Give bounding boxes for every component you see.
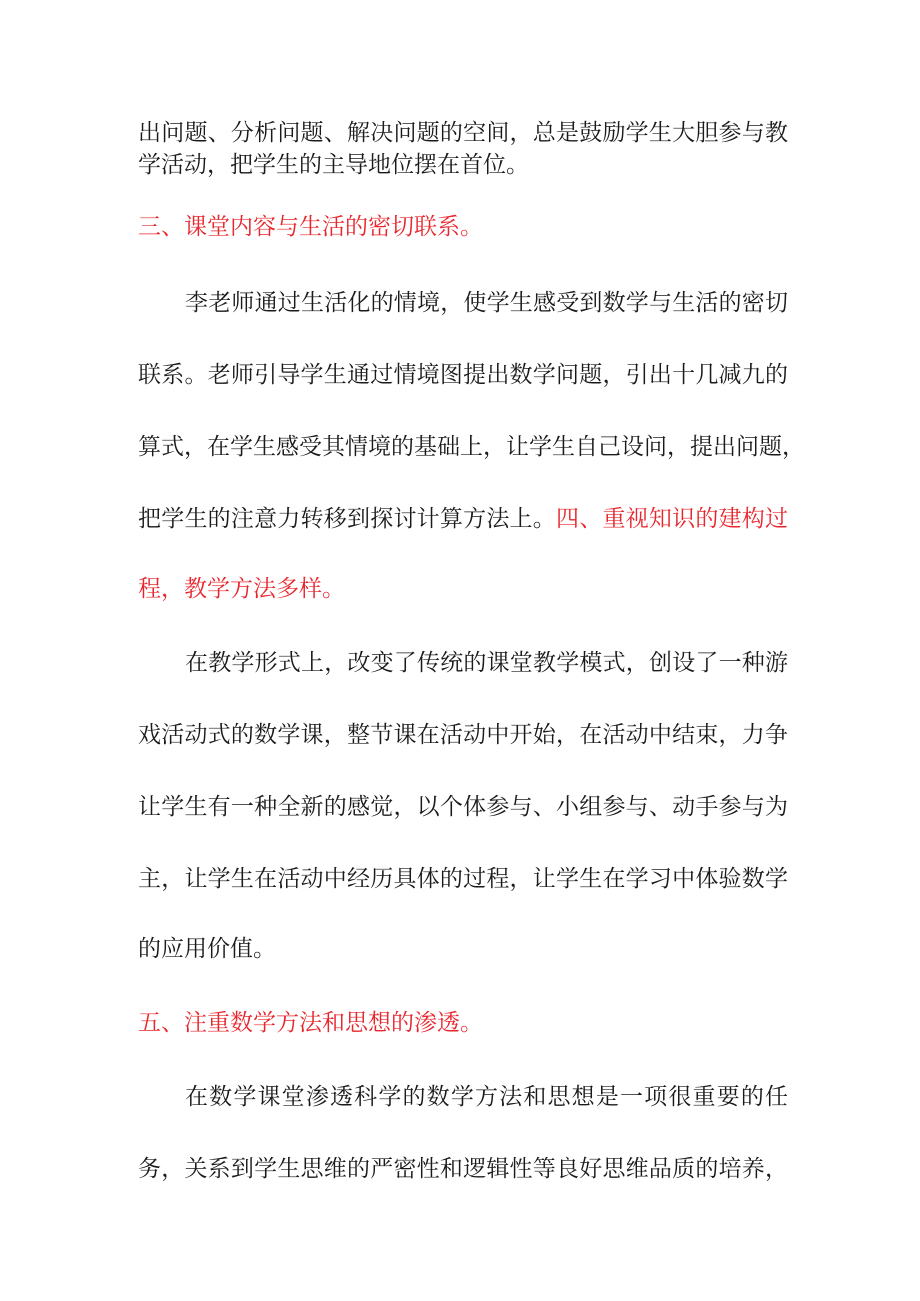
section-heading-4-continued: 程，教学方法多样。 [138, 576, 345, 602]
section-heading-4: 四、重视知识的建构过 [556, 506, 789, 532]
paragraph-line: 出问题、分析问题、解决问题的空间，总是鼓励学生大胆参与教 [138, 120, 788, 146]
paragraph-line: 联系。老师引导学生通过情境图提出数学问题，引出十几减九的 [138, 362, 788, 388]
paragraph-line: 让学生有一种全新的感觉，以个体参与、小组参与、动手参与为 [138, 794, 788, 820]
paragraph-line: 戏活动式的数学课，整节课在活动中开始，在活动中结束，力争 [138, 722, 788, 748]
paragraph-line: 李老师通过生活化的情境，使学生感受到数学与生活的密切 [185, 290, 788, 316]
paragraph-line-mixed [138, 504, 788, 534]
paragraph-line: 务，关系到学生思维的严密性和逻辑性等良好思维品质的培养， [138, 1156, 788, 1182]
paragraph-line: 学活动，把学生的主导地位摆在首位。 [138, 152, 529, 178]
paragraph-line: 在数学课堂渗透科学的数学方法和思想是一项很重要的任 [185, 1084, 788, 1110]
section-heading-5: 五、注重数学方法和思想的渗透。 [138, 1010, 483, 1036]
paragraph-line: 的应用价值。 [138, 936, 276, 962]
section-heading-3: 三、课堂内容与生活的密切联系。 [138, 214, 483, 240]
paragraph-line: 算式，在学生感受其情境的基础上，让学生自己设问，提出问题， [138, 434, 805, 460]
paragraph-line: 在教学形式上，改变了传统的课堂教学模式，创设了一种游 [185, 650, 788, 676]
paragraph-text-segment: 把学生的注意力转移到探讨计算方法上。 [138, 506, 556, 532]
paragraph-line: 主，让学生在活动中经历具体的过程，让学生在学习中体验数学 [138, 866, 788, 892]
